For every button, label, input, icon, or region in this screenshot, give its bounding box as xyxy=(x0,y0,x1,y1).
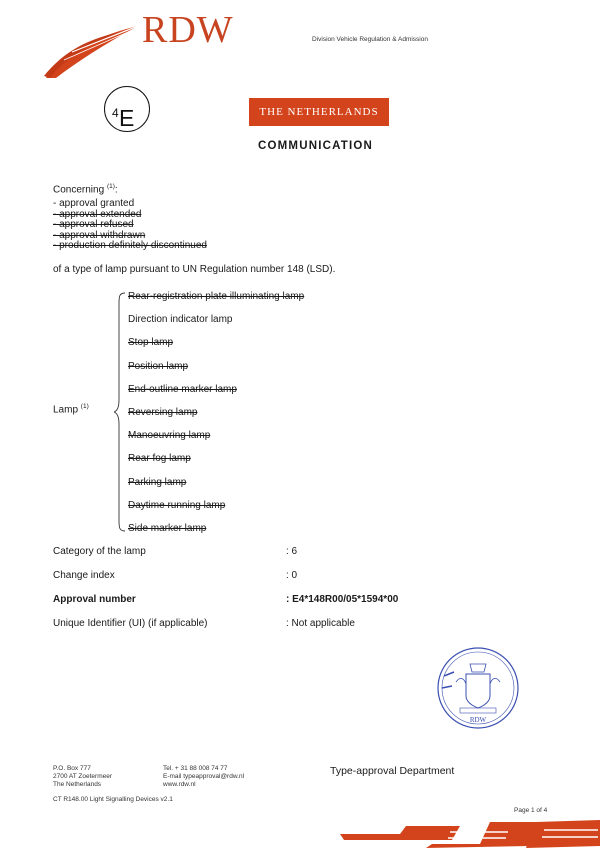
lamp-type-item: Reversing lamp xyxy=(128,406,198,418)
field-label: Approval number xyxy=(53,594,136,605)
concerning-colon: : xyxy=(114,184,118,196)
contact-line: Tel. + 31 88 008 74 77 xyxy=(163,765,228,772)
field-label: Category of the lamp xyxy=(53,546,146,557)
page-number: Page 1 of 4 xyxy=(514,807,548,814)
rdw-seal-stamp xyxy=(436,646,520,730)
approval-option: - approval refused xyxy=(53,219,134,230)
footnote-marker: (1) xyxy=(106,183,115,190)
lamp-type-item: Manoeuvring lamp xyxy=(128,430,211,442)
document-title: COMMUNICATION xyxy=(258,140,374,152)
lamp-type-item: End-outline marker lamp xyxy=(128,383,237,395)
footer-contact xyxy=(163,765,244,789)
field-value: : Not applicable xyxy=(286,618,355,629)
lamp-type-item: Position lamp xyxy=(128,360,189,372)
approval-option: - approval extended xyxy=(53,208,142,220)
rdw-logo-text: RDW xyxy=(142,9,234,51)
department-name: Type-approval Department xyxy=(330,765,455,777)
approval-options-list xyxy=(53,199,207,252)
e4-approval-mark xyxy=(104,86,150,132)
rdw-feather-logo-icon xyxy=(42,18,142,80)
template-reference: CT R148.00 Light Signalling Devices v2.1 xyxy=(53,796,173,803)
division-name: Division Vehicle Regulation & Admission xyxy=(312,36,428,43)
address-line: The Netherlands xyxy=(53,781,102,788)
field-label: Change index xyxy=(53,570,115,581)
footnote-marker: (1) xyxy=(80,403,89,410)
footer-address xyxy=(53,765,112,789)
approval-option: - production definitely discontinued xyxy=(53,240,207,251)
field-value: : 6 xyxy=(286,546,298,557)
field-value: : E4*148R00/05*1594*00 xyxy=(286,594,399,605)
left-brace-icon xyxy=(114,292,126,532)
address-line: 2700 AT Zoetermeer xyxy=(53,773,113,780)
lamp-type-item: Daytime running lamp xyxy=(128,499,226,511)
lamp-type-item: Rear-registration plate illuminating lamp xyxy=(128,291,305,302)
lamp-type-item: Parking lamp xyxy=(128,476,187,488)
lamp-type-item: Stop lamp xyxy=(128,337,174,349)
seal-text: RDW xyxy=(469,716,487,724)
field-label: Unique Identifier (UI) (if applicable) xyxy=(53,618,208,629)
e-mark-number: 4 xyxy=(112,106,119,120)
address-line: P.O. Box 777 xyxy=(53,765,91,772)
concerning-text: Concerning xyxy=(53,184,105,196)
lamp-type-list xyxy=(128,291,304,546)
concerning-label xyxy=(53,183,118,195)
country-banner: THE NETHERLANDS xyxy=(249,98,389,126)
lamp-type-item: Rear fog lamp xyxy=(128,453,191,465)
field-value: : 0 xyxy=(286,570,298,581)
contact-line: www.rdw.nl xyxy=(163,781,196,788)
e-mark-letter: E xyxy=(119,105,135,131)
approval-option: - approval withdrawn xyxy=(53,229,146,241)
approval-option: - approval granted xyxy=(53,198,135,209)
lamp-text: Lamp xyxy=(53,404,79,416)
footer-stripes-icon xyxy=(340,818,600,848)
lamp-type-item: Side marker lamp xyxy=(128,522,207,534)
lamp-type-item: Direction indicator lamp xyxy=(128,314,233,326)
contact-line: E-mail typeapproval@rdw.nl xyxy=(163,773,245,780)
regulation-statement: of a type of lamp pursuant to UN Regulation number 148 (LSD). xyxy=(53,264,336,275)
lamp-label xyxy=(53,403,89,415)
